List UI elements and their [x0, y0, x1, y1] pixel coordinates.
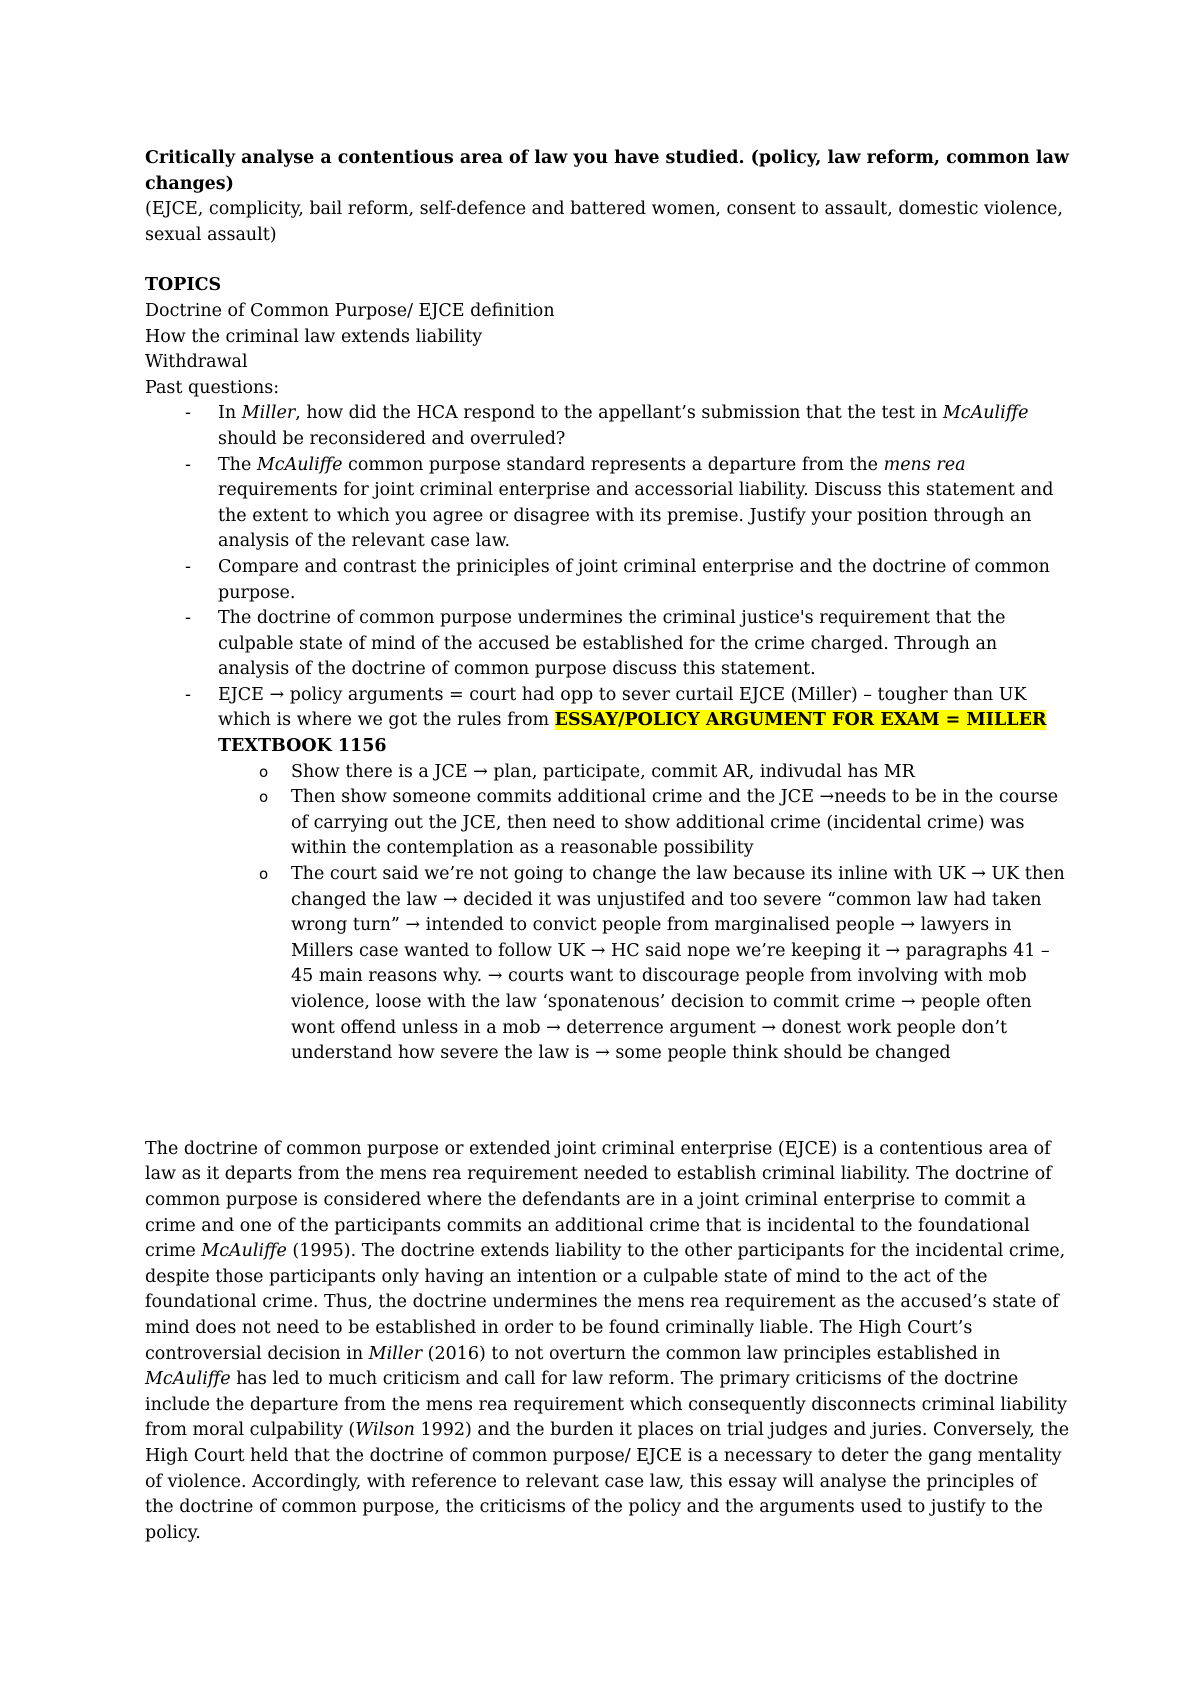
essay-introduction: The doctrine of common purpose or extended joint criminal enterprise (EJCE) is a contentious area of law as it departs from the mens rea requirement needed to establish criminal liability. The doctrine of common purpose is considered where the defendants are in a joint criminal enterprise to commit a crime and one of the participants commits an additional crime that is incidental to the foundational crime McAuliffe (1995). The doctrine extends liability to the other participants for the incidental crime, despite those participants only having an intention or a culpable state of mind to the act of the foundational crime. Thus, the doctrine undermines the mens rea requirement as the accused’s state of mind does not need to be established in order to be found criminally liable. The High Court’s controversial decision in Miller (2016) to not overturn the common law principles established in McAuliffe has led to much criticism and call for law reform. The primary criticisms of the doctrine include the departure from the mens rea requirement which consequently disconnects criminal liability from moral culpability (Wilson 1992) and the burden it places on trial judges and juries. Conversely, the High Court held that the doctrine of common purpose/ EJCE is a necessary to deter the gang mentality of violence. Accordingly, with reference to relevant case law, this essay will analyse the principles of the doctrine of common purpose, the criticisms of the policy and the arguments used to justify to the policy.	[145, 1138, 1070, 1543]
dash-bullet: -	[185, 403, 191, 424]
circle-bullet: o	[259, 788, 269, 807]
subpoint-item: o The court said we’re not going to change the law because its inline with UK → UK then changed the law → decided it was unjustifed and too severe “common law had taken wrong turn” → intended to convict people from marginalised people → lawyers in Millers case wanted to follow UK → HC said nope we’re keeping it → paragraphs 41 – 45 main reasons why. → courts want to discourage people from involving with mob violence, loose with the law ‘sponatenous’ decision to commit crime → people often wont offend unless in a mob → deterrence argument → donest work people don’t understand how severe the law is → some people think should be changed	[259, 864, 1065, 1064]
topic-item: Past questions:	[145, 377, 280, 398]
latin-term: mens rea	[883, 454, 966, 475]
case-name: McAuliffe	[942, 403, 1029, 424]
circle-bullet: o	[259, 762, 269, 781]
past-question-policy: - EJCE → policy arguments = court had opp to sever curtail EJCE (Miller) – tougher than UK which is where we got the rules from ESSAY/POLICY ARGUMENT FOR EXAM = MILLER TEXTBOOK 1156 o Show there is a JCE → plan, participate, commit AR, indivudal has MR o Then show someone commits additional crime and the JCE →needs to be in the course of carrying out the JCE, then need to show additional crime (incidental crime) was within the contemplation as a reasonable possibility o The court said we’re not going to change the law because its inline with UK → UK then changed the law → decided it was unjustifed and too severe “common law had taken wrong turn” → intended to convict people from marginalised people → lawyers in Millers case wanted to follow UK → HC said nope we’re keeping it → paragraphs 41 – 45 main reasons why. → courts want to discourage people from involving with mob violence, loose with the law ‘sponatenous’ decision to commit crime → people often wont offend unless in a mob → deterrence argument → donest work people don’t understand how severe the law is → some people think should be changed	[145, 683, 1070, 1067]
past-question: - The doctrine of common purpose undermines the criminal justice's requirement that the culpable state of mind of the accused be established for the crime charged. Through an analysis of the doctrine of common purpose discuss this statement.	[185, 608, 1006, 680]
document-content	[145, 146, 1070, 1546]
topic-item: Doctrine of Common Purpose/ EJCE definition	[145, 300, 555, 321]
case-name: Miller	[368, 1343, 423, 1364]
case-name: Miller	[241, 403, 296, 424]
case-name: McAuliffe	[145, 1369, 231, 1390]
policy-subpoints	[218, 760, 1070, 1067]
topics-title: TOPICS	[145, 275, 222, 296]
highlighted-note: ESSAY/POLICY ARGUMENT FOR EXAM = MILLER	[554, 710, 1047, 731]
question-subtopics: (EJCE, complicity, bail reform, self-defence and battered women, consent to assault, domestic violence, sexual assault)	[145, 199, 1063, 245]
circle-bullet: o	[259, 865, 269, 884]
question-heading: Critically analyse a contentious area of law you have studied. (policy, law reform, common law changes)	[145, 148, 1069, 194]
topic-item: Withdrawal	[145, 352, 248, 373]
past-question: - Compare and contrast the priniciples of joint criminal enterprise and the doctrine of common purpose.	[185, 556, 1050, 603]
dash-bullet: -	[185, 608, 191, 629]
case-name: McAuliffe	[256, 454, 343, 475]
case-name: McAuliffe	[201, 1241, 287, 1262]
dash-bullet: -	[185, 556, 191, 577]
topic-item: How the criminal law extends liability	[145, 326, 483, 347]
dash-bullet: -	[185, 454, 191, 475]
case-name: Wilson	[355, 1420, 415, 1441]
past-questions-list	[145, 401, 1070, 1066]
past-question: - The McAuliffe common purpose standard represents a departure from the mens rea requirements for joint criminal enterprise and accessorial liability. Discuss this statement and the extent to which you agree or disagree with its premise. Justify your position through an analysis of the relevant case law.	[185, 454, 1054, 552]
subpoint-item: o Show there is a JCE → plan, participate, commit AR, indivudal has MR	[145, 760, 1070, 786]
dash-bullet: -	[185, 684, 191, 705]
subpoint-item: o Then show someone commits additional crime and the JCE →needs to be in the course of carrying out the JCE, then need to show additional crime (incidental crime) was within the contemplation as a reasonable possibility	[259, 787, 1059, 859]
past-question: - In Miller, how did the HCA respond to the appellant’s submission that the test in McAuliffe should be reconsidered and overruled?	[185, 403, 1029, 449]
